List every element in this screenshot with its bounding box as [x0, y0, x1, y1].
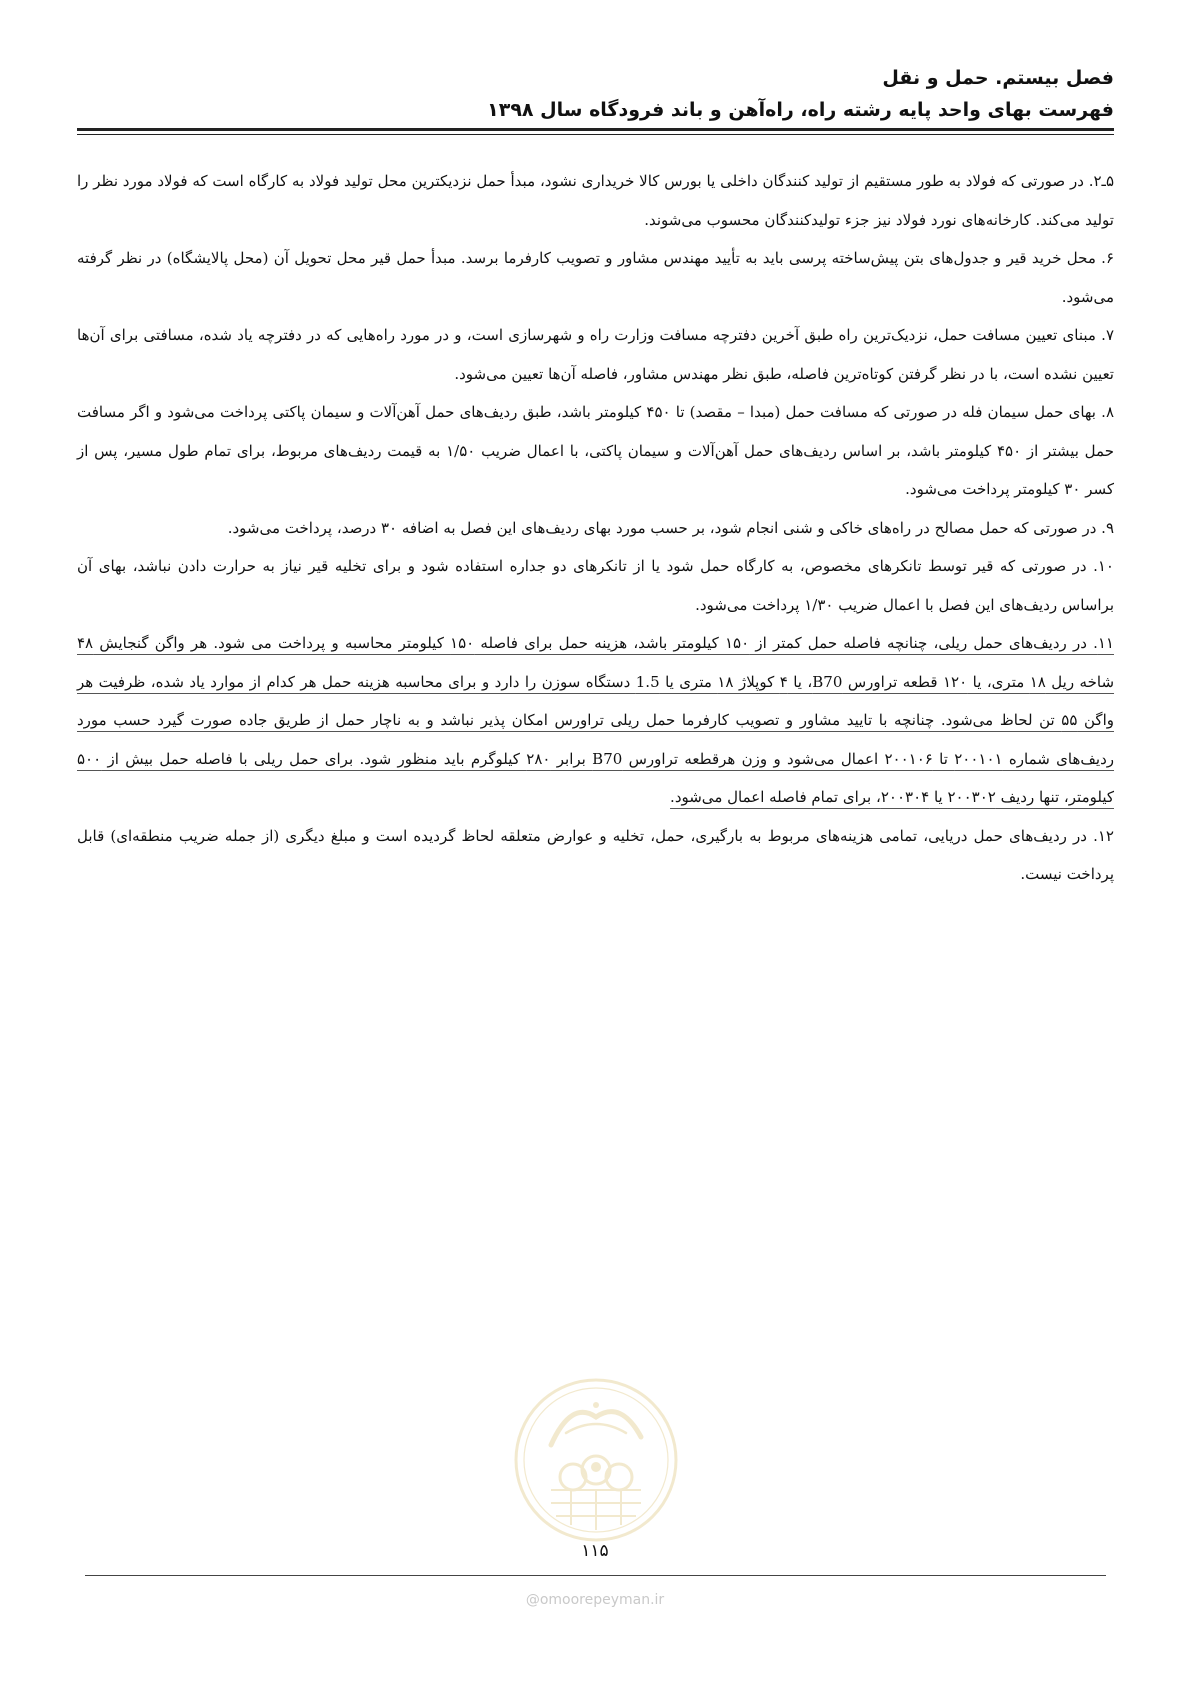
- header-divider-thin: [77, 134, 1114, 135]
- watermark-logo: [511, 1375, 681, 1545]
- paragraph-9: ۹. در صورتی که حمل مصالح در راه‌های خاکی و شنی انجام شود، بر حسب مورد بهای ردیف‌های این فصل به اضافه ۳۰ درصد، پرداخت می‌شود.: [227, 518, 1114, 537]
- paragraph-12: ۱۲. در ردیف‌های حمل دریایی، تمامی هزینه‌های مربوط به بارگیری، حمل، تخلیه و عوارض متعلقه لحاظ گردیده است و مبلغ دیگری (از جمله ضریب منطقه‌ای) قابل پرداخت نیست.: [77, 826, 1114, 883]
- paragraph-11: ۱۱. در ردیف‌های حمل ریلی، چنانچه فاصله حمل کمتر از ۱۵۰ کیلومتر باشد، هزینه حمل برای فاصله ۱۵۰ کیلومتر محاسبه و پرداخت می شود. هر واگن گنجایش ۴۸ شاخه ریل ۱۸ متری، یا ۱۲۰ قطعه تراورس B70، یا ۴ کوپلاژ ۱۸ متری یا 1.5 دستگاه سوزن را دارد و برای محاسبه هزینه حمل هر کدام از موارد یاد شده، ظرفیت هر واگن ۵۵ تن لحاظ می‌شود. چنانچه با تایید مشاور و تصویب کارفرما حمل ریلی تراورس امکان پذیر نباشد و به ناچار حمل از طریق جاده صورت گیرد حسب مورد ردیف‌های شماره ۲۰۰۱۰۱ تا ۲۰۰۱۰۶ اعمال می‌شود و وزن هرقطعه تراورس B70 برابر ۲۸۰ کیلوگرم باید منظور شود. برای حمل ریلی با فاصله حمل بیش از ۵۰۰ کیلومتر، تنها ردیف ۲۰۰۳۰۲ یا ۲۰۰۳۰۴، برای تمام فاصله اعمال می‌شود.: [77, 634, 1115, 806]
- body-text: [77, 162, 1114, 894]
- chapter-title: فصل بیستم. حمل و نقل: [882, 67, 1114, 89]
- paragraph-8: ۸. بهای حمل سیمان فله در صورتی که مسافت حمل (مبدا – مقصد) تا ۴۵۰ کیلومتر باشد، طبق ردیف‌های حمل آهن‌آلات و سیمان پاکتی پرداخت می‌شود و اگر مسافت حمل بیشتر از ۴۵۰ کیلومتر باشد، بر اساس ردیف‌های حمل آهن‌آلات و سیمان پاکتی، با اعمال ضریب ۱/۵۰ به قیمت ردیف‌های مربوط، برای تمام طول مسیر، پس از کسر ۳۰ کیلومتر پرداخت می‌شود.: [77, 403, 1114, 498]
- paragraph-5-2: ۵ـ۲. در صورتی که فولاد به طور مستقیم از تولید کنندگان داخلی یا بورس کالا خریداری نشود، مبدأ حمل نزدیکترین محل تولید فولاد به کارگاه است که فولاد مورد نظر را تولید می‌کند. کارخانه‌های نورد فولاد نیز جزء تولیدکنندگان محسوب می‌شوند.: [77, 172, 1114, 229]
- watermark-url: @omoorepeyman.ir: [525, 1592, 665, 1608]
- page-header: [77, 62, 1114, 126]
- paragraph-6: ۶. محل خرید قیر و جدول‌های بتن پیش‌ساخته پرسی باید به تأیید مهندس مشاور و تصویب کارفرما برسد. مبدأ حمل قیر محل تحویل آن (محل پالایشگاه) در نظر گرفته می‌شود.: [77, 249, 1114, 306]
- document-subtitle: فهرست بهای واحد پایه رشته راه، راه‌آهن و باند فرودگاه سال ۱۳۹۸: [487, 99, 1114, 121]
- header-divider-thick: [77, 128, 1114, 131]
- paragraph-10: ۱۰. در صورتی که قیر توسط تانکرهای مخصوص، به کارگاه حمل شود یا از تانکرهای دو جداره استفاده شود و برای تخلیه قیر نیاز به حرارت دادن نباشد، بهای آن براساس ردیف‌های این فصل با اعمال ضریب ۱/۳۰ پرداخت می‌شود.: [77, 557, 1114, 614]
- footer-divider: [85, 1575, 1106, 1576]
- paragraph-7: ۷. مبنای تعیین مسافت حمل، نزدیک‌ترین راه طبق آخرین دفترچه مسافت وزارت راه و شهرسازی است، و در مورد راه‌هایی که در دفترچه یاد شده، مسافتی برای آن‌ها تعیین نشده است، با در نظر گرفتن کوتاه‌ترین فاصله، طبق نظر مهندس مشاور، فاصله آن‌ها تعیین می‌شود.: [77, 326, 1114, 383]
- page-number: ۱۱۵: [581, 1541, 609, 1561]
